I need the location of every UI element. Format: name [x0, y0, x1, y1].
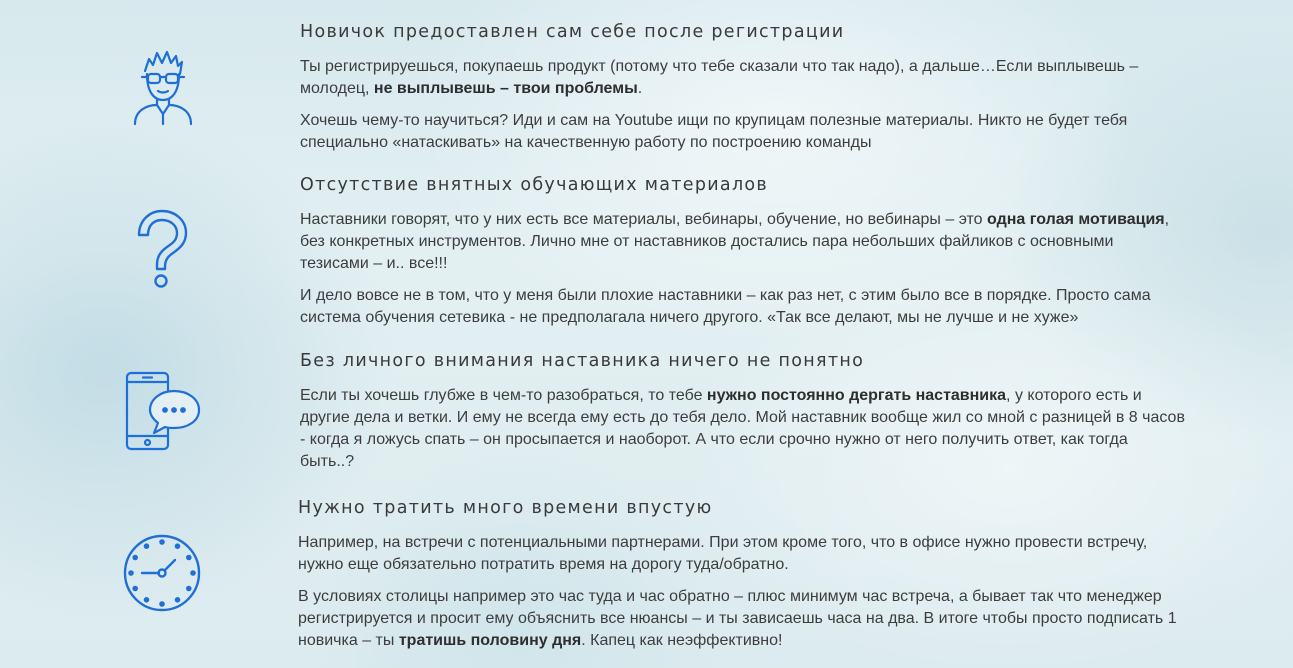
section-paragraph: Если ты хочешь глубже в чем-то разобраться, то тебе нужно постоянно дергать наставника, у которого есть и другие дела и ветки. И ему не всегда ему есть до тебя дело. Мой наставник вообще жил со мной с разницей в 8 часов - когда я ложусь спать – он просыпается и наоборот. А что если срочно нужно от него получить ответ, как тогда быть..? — [300, 387, 1185, 470]
section-title: Новичок предоставлен сам себе после регистрации — [300, 22, 845, 42]
emphasis-text: не выплывешь – твои проблемы — [373, 80, 638, 97]
section-paragraph: Наставники говорят, что у них есть все материалы, вебинары, обучение, но вебинары – это одна голая мотивация, без конкретных инструментов. Лично мне от наставников достались пара небольших файликов с основными тезисами – и.. все!!! — [300, 211, 1170, 272]
section-paragraph: Например, на встречи с потенциальными партнерами. При этом кроме того, что в офисе нужно провести встречу, нужно еще обязательно потратить время на дорогу туда/обратно. — [298, 534, 1148, 573]
emphasis-text: нужно постоянно дергать наставника — [706, 387, 1007, 404]
section-paragraph: Хочешь чему-то научиться? Иди и сам на Youtube ищи по крупицам полезные материалы. Никто не будет тебя специально «натаскивать» на качественную работу по построению команды — [300, 112, 1128, 151]
section-paragraph: И дело вовсе не в том, что у меня были плохие наставники – как раз нет, с этим было все в порядке. Просто сама система обучения сетевика - не предполагала ничего другого. «Так все делают, мы не лучше и не хуже» — [300, 287, 1151, 326]
section-content — [300, 20, 1185, 164]
section-content — [298, 496, 1183, 662]
section-content — [300, 349, 1185, 483]
clock-icon — [117, 528, 207, 618]
newbie-person-icon — [118, 44, 208, 134]
emphasis-text: тратишь половину дня — [398, 632, 582, 649]
phone-chat-icon — [118, 368, 208, 458]
section-title: Отсутствие внятных обучающих материалов — [300, 175, 769, 195]
question-mark-icon — [117, 205, 207, 295]
section-paragraph: Ты регистрируешься, покупаешь продукт (потому что тебе сказали что так надо), а дальше…Если выплывешь – молодец, не выплывешь – твои проблемы. — [300, 58, 1139, 97]
section-content — [300, 173, 1185, 339]
emphasis-text: одна голая мотивация — [987, 211, 1165, 228]
section-title: Нужно тратить много времени впустую — [298, 498, 713, 518]
section-paragraph: В условиях столицы например это час туда и час обратно – плюс минимум час встреча, а бывает так что менеджер регистрируется и просит ему объяснить все нюансы – и ты зависаешь часа на два. В итоге чтобы просто подписать 1 новичка – ты тратишь половину дня. Капец как неэффективно! — [298, 588, 1177, 649]
section-title: Без личного внимания наставника ничего не понятно — [300, 351, 865, 371]
